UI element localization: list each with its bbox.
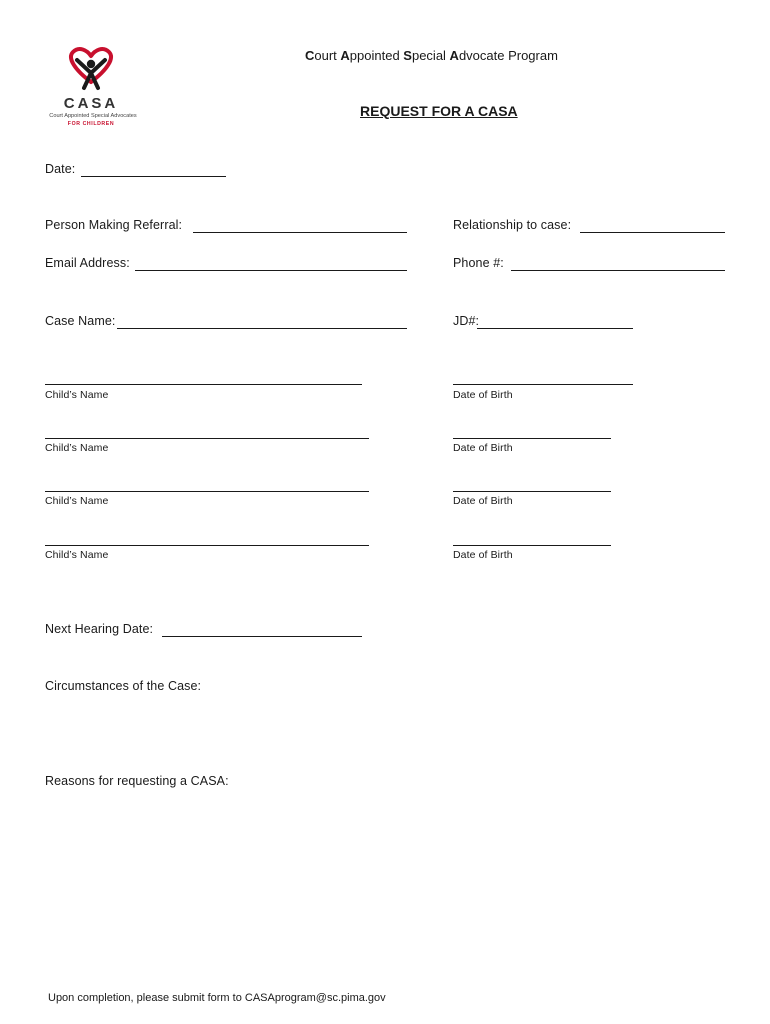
program-word: dvocate Program bbox=[458, 48, 558, 63]
submission-note: Upon completion, please submit form to CASAprogram@sc.pima.gov bbox=[48, 992, 386, 1004]
next-hearing-label: Next Hearing Date: bbox=[45, 622, 154, 636]
child-name-label: Child’s Name bbox=[45, 549, 109, 561]
logo-tagline: Court Appointed Special Advocates bbox=[49, 113, 137, 119]
child-name-field[interactable] bbox=[45, 545, 369, 546]
reasons-field[interactable] bbox=[45, 793, 725, 973]
program-name bbox=[305, 48, 558, 63]
child-dob-label: Date of Birth bbox=[453, 495, 513, 507]
relationship-label: Relationship to case: bbox=[453, 218, 572, 232]
form-title: REQUEST FOR A CASA bbox=[360, 103, 518, 119]
case-name-field[interactable] bbox=[117, 328, 407, 329]
child-dob-field[interactable] bbox=[453, 438, 611, 439]
program-initial: A bbox=[340, 48, 350, 63]
phone-label: Phone #: bbox=[453, 256, 504, 270]
child-dob-field[interactable] bbox=[453, 384, 633, 385]
child-name-field[interactable] bbox=[45, 438, 369, 439]
next-hearing-field[interactable] bbox=[162, 636, 362, 637]
case-name-label: Case Name: bbox=[45, 314, 116, 328]
program-initial: C bbox=[305, 48, 315, 63]
child-dob-field[interactable] bbox=[453, 491, 611, 492]
circumstances-field[interactable] bbox=[45, 698, 725, 758]
relationship-field[interactable] bbox=[580, 232, 725, 233]
child-dob-field[interactable] bbox=[453, 545, 611, 546]
circumstances-label: Circumstances of the Case: bbox=[45, 679, 202, 693]
child-name-label: Child’s Name bbox=[45, 442, 109, 454]
date-field[interactable] bbox=[81, 176, 226, 177]
logo-wordmark: CASA bbox=[63, 95, 119, 112]
referral-field[interactable] bbox=[193, 232, 407, 233]
reasons-label: Reasons for requesting a CASA: bbox=[45, 774, 229, 788]
program-initial: A bbox=[449, 48, 459, 63]
program-word: ourt bbox=[314, 48, 341, 63]
referral-label: Person Making Referral: bbox=[45, 218, 183, 232]
casa-logo bbox=[47, 44, 147, 130]
email-label: Email Address: bbox=[45, 256, 130, 270]
child-dob-label: Date of Birth bbox=[453, 389, 513, 401]
phone-field[interactable] bbox=[511, 270, 725, 271]
jd-field[interactable] bbox=[477, 328, 633, 329]
jd-label: JD#: bbox=[453, 314, 480, 328]
program-initial: S bbox=[403, 48, 412, 63]
program-word: ppointed bbox=[349, 48, 404, 63]
child-name-field[interactable] bbox=[45, 491, 369, 492]
program-word: pecial bbox=[411, 48, 450, 63]
logo-subline: FOR CHILDREN bbox=[67, 121, 115, 127]
child-name-field[interactable] bbox=[45, 384, 362, 385]
date-label: Date: bbox=[45, 162, 76, 176]
child-name-label: Child’s Name bbox=[45, 389, 109, 401]
child-dob-label: Date of Birth bbox=[453, 549, 513, 561]
child-name-label: Child’s Name bbox=[45, 495, 109, 507]
child-dob-label: Date of Birth bbox=[453, 442, 513, 454]
email-field[interactable] bbox=[135, 270, 407, 271]
